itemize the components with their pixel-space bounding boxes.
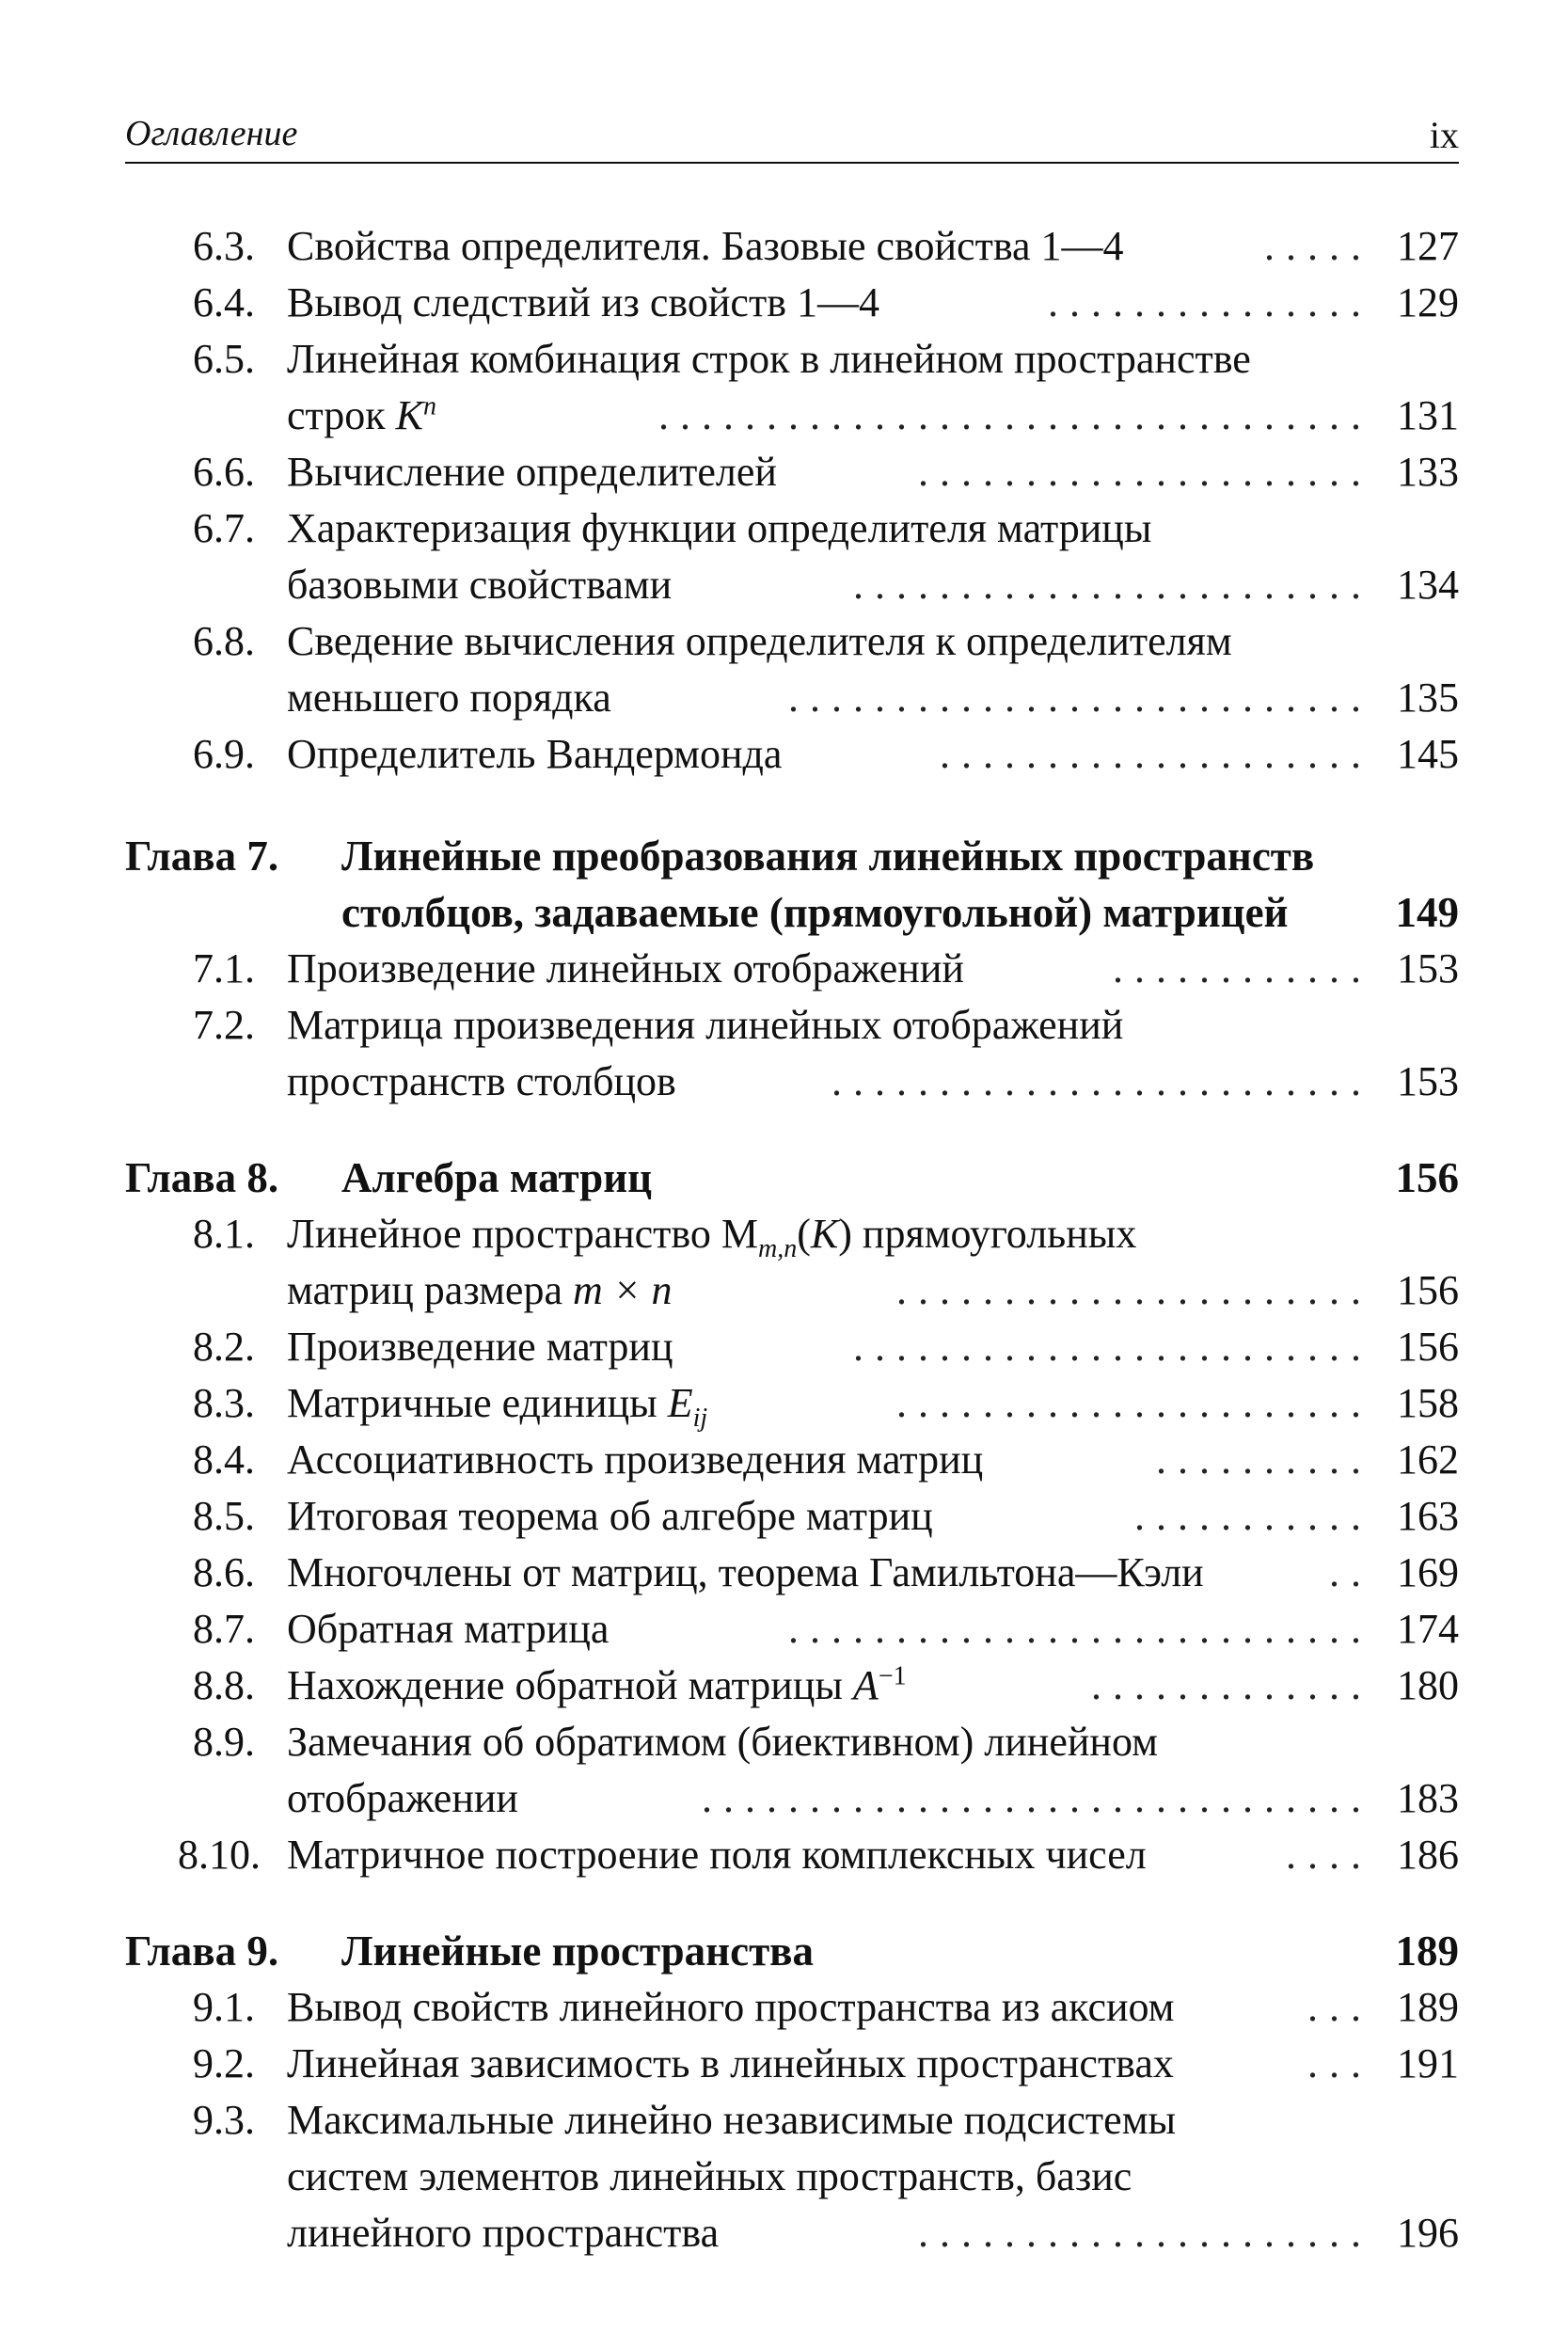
toc-entry-6-7-cont xyxy=(125,557,1459,613)
entry-page: 196 xyxy=(1397,2210,1459,2256)
toc-entry-8-8[interactable] xyxy=(125,1658,1459,1714)
entry-title: Обратная матрица xyxy=(287,1606,610,1652)
entry-page: 162 xyxy=(1397,1436,1459,1483)
entry-number: 8.6. xyxy=(193,1549,255,1595)
entry-title: Линейная комбинация строк в линейном пространстве xyxy=(287,336,1251,382)
page-number: ix xyxy=(1429,114,1459,156)
leader-dots: ... xyxy=(1307,2040,1372,2086)
toc-entry-9-3[interactable] xyxy=(125,2092,1459,2149)
chapter-page: 189 xyxy=(1395,1927,1459,1975)
leader-dots: ...................... xyxy=(896,1380,1372,1426)
entry-number: 8.9. xyxy=(193,1719,255,1765)
leader-dots: ............. xyxy=(1091,1662,1372,1708)
chapter-title: Линейные преобразования линейных пространств xyxy=(341,833,1315,880)
entry-page: 183 xyxy=(1397,1775,1459,1821)
toc-entry-8-7[interactable] xyxy=(125,1601,1459,1658)
toc-chapter-8[interactable] xyxy=(125,1150,1459,1206)
toc-entry-6-5[interactable] xyxy=(125,331,1459,388)
toc-entry-6-8-cont xyxy=(125,670,1459,726)
entry-page: 131 xyxy=(1397,392,1459,438)
leader-dots: ........................ xyxy=(853,562,1372,608)
entry-title: Максимальные линейно независимые подсистемы xyxy=(287,2097,1177,2143)
chapter-title-cont: столбцов, задаваемые (прямоугольной) матрицей xyxy=(341,889,1289,936)
toc-entry-8-10[interactable] xyxy=(125,1827,1459,1883)
entry-number: 8.4. xyxy=(193,1436,255,1483)
entry-number: 6.8. xyxy=(193,618,255,664)
chapter-number: Глава 8. xyxy=(125,1154,279,1201)
toc-entry-8-4[interactable] xyxy=(125,1432,1459,1488)
entry-title-cont: базовыми свойствами xyxy=(287,562,673,608)
entry-title-cont: строк $K^n$ xyxy=(287,391,437,438)
entry-title-cont: меньшего порядка xyxy=(287,674,611,721)
entry-number: 9.1. xyxy=(193,1984,255,2030)
entry-number: 8.3. xyxy=(193,1380,255,1426)
leader-dots: ............... xyxy=(1048,279,1372,325)
entry-page: 129 xyxy=(1397,279,1459,325)
entry-number: 6.4. xyxy=(193,279,255,325)
entry-page: 145 xyxy=(1397,731,1459,777)
entry-title-cont: линейного пространства xyxy=(287,2210,720,2256)
toc-entry-8-1-cont xyxy=(125,1262,1459,1319)
entry-title: Замечания об обратимом (биективном) линейном xyxy=(287,1719,1158,1765)
toc-entry-9-2[interactable] xyxy=(125,2036,1459,2092)
entry-title: Линейная зависимость в линейных пространствах xyxy=(287,2040,1174,2086)
toc-entry-6-6[interactable] xyxy=(125,444,1459,500)
entry-title: Матричные единицы $E_{ij}$ xyxy=(287,1380,708,1433)
toc-entry-6-3[interactable] xyxy=(125,218,1459,275)
toc-entry-8-3[interactable] xyxy=(125,1375,1459,1432)
entry-number: 8.1. xyxy=(193,1211,255,1257)
entry-title: Вывод свойств линейного пространства из аксиом xyxy=(287,1984,1175,2030)
entry-number: 8.5. xyxy=(193,1493,255,1539)
leader-dots: .. xyxy=(1329,1549,1372,1595)
entry-title: Произведение линейных отображений xyxy=(287,945,964,991)
entry-page: 186 xyxy=(1397,1832,1459,1878)
entry-title: Вычисление определителей xyxy=(287,449,777,495)
leader-dots: ................................. xyxy=(658,392,1372,438)
page-header xyxy=(125,113,1459,158)
entry-page: 156 xyxy=(1397,1324,1459,1370)
entry-title: Определитель Вандермонда xyxy=(287,731,783,777)
entry-page: 174 xyxy=(1397,1606,1459,1652)
leader-dots: ............................... xyxy=(702,1775,1372,1821)
entry-title: Ассоциативность произведения матриц xyxy=(287,1436,984,1483)
entry-page: 135 xyxy=(1397,674,1459,721)
entry-title: Характеризация функции определителя матрицы xyxy=(287,505,1152,551)
leader-dots: .... xyxy=(1286,1832,1372,1878)
leader-dots: ........... xyxy=(1134,1493,1372,1539)
entry-page: 134 xyxy=(1397,562,1459,608)
entry-title: Линейное пространство $M_{m,n}(K)$ прямоугольных xyxy=(287,1211,1137,1263)
entry-title: Матричное построение поля комплексных чисел xyxy=(287,1832,1147,1878)
leader-dots: ..................... xyxy=(918,449,1372,495)
leader-dots: ...................... xyxy=(896,1267,1372,1313)
entry-number: 9.2. xyxy=(193,2040,255,2086)
chapter-page: 149 xyxy=(1395,889,1459,936)
toc-entry-6-4[interactable] xyxy=(125,275,1459,331)
entry-number: 7.1. xyxy=(193,945,255,991)
leader-dots: ... xyxy=(1307,1984,1372,2030)
entry-number: 8.10. xyxy=(178,1832,261,1878)
entry-page: 153 xyxy=(1397,945,1459,991)
running-title: Оглавление xyxy=(125,114,298,153)
entry-page: 158 xyxy=(1397,1380,1459,1426)
chapter-page: 156 xyxy=(1395,1154,1459,1201)
entry-title-cont: отображении xyxy=(287,1775,518,1821)
entry-number: 9.3. xyxy=(193,2097,255,2143)
entry-title: Свойства определителя. Базовые свойства 1—4 xyxy=(287,223,1124,269)
entry-title-cont: систем элементов линейных пространств, базис xyxy=(287,2153,1132,2199)
entry-page: 133 xyxy=(1397,449,1459,495)
leader-dots: ............ xyxy=(1113,945,1372,991)
toc-entry-8-5[interactable] xyxy=(125,1488,1459,1545)
entry-page: 127 xyxy=(1397,223,1459,269)
toc-entry-6-9[interactable] xyxy=(125,726,1459,783)
leader-dots: ........................ xyxy=(853,1324,1372,1370)
chapter-title: Алгебра матриц xyxy=(341,1154,653,1201)
entry-number: 8.7. xyxy=(193,1606,255,1652)
entry-title-cont: матриц размера m × n xyxy=(287,1267,673,1313)
toc-entry-8-2[interactable] xyxy=(125,1319,1459,1375)
entry-title: Многочлены от матриц, теорема Гамильтона—Кэли xyxy=(287,1549,1204,1595)
entry-number: 8.8. xyxy=(193,1662,255,1708)
toc-entry-8-1[interactable] xyxy=(125,1206,1459,1262)
toc-chapter-7-cont xyxy=(125,884,1459,941)
toc-entry-6-8[interactable] xyxy=(125,613,1459,670)
entry-page: 169 xyxy=(1397,1549,1459,1595)
toc-entry-7-1[interactable] xyxy=(125,941,1459,997)
entry-page: 189 xyxy=(1397,1984,1459,2030)
entry-page: 153 xyxy=(1397,1058,1459,1104)
toc-entry-6-7[interactable] xyxy=(125,500,1459,557)
entry-title: Сведение вычисления определителя к определителям xyxy=(287,618,1232,664)
toc-entry-8-9[interactable] xyxy=(125,1714,1459,1770)
toc-entry-9-3-cont2 xyxy=(125,2205,1459,2261)
chapter-title: Линейные пространства xyxy=(341,1927,814,1975)
chapter-number: Глава 9. xyxy=(125,1927,279,1975)
leader-dots: ........................... xyxy=(788,1606,1372,1652)
toc-entry-8-9-cont xyxy=(125,1770,1459,1827)
toc-chapter-9[interactable] xyxy=(125,1923,1459,1979)
toc-entry-9-3-cont xyxy=(125,2149,1459,2205)
entry-page: 163 xyxy=(1397,1493,1459,1539)
leader-dots: .................... xyxy=(940,731,1372,777)
leader-dots: ......................... xyxy=(832,1058,1372,1104)
toc-entry-7-2[interactable] xyxy=(125,997,1459,1054)
entry-title: Матрица произведения линейных отображений xyxy=(287,1002,1124,1048)
entry-title: Итоговая теорема об алгебре матриц xyxy=(287,1493,933,1539)
toc-entry-6-5-cont xyxy=(125,388,1459,444)
leader-dots: ..... xyxy=(1264,223,1372,269)
entry-title: Вывод следствий из свойств 1—4 xyxy=(287,279,879,325)
entry-number: 7.2. xyxy=(193,1002,255,1048)
entry-page: 156 xyxy=(1397,1267,1459,1313)
entry-number: 6.3. xyxy=(193,223,255,269)
toc-entry-8-6[interactable] xyxy=(125,1545,1459,1601)
entry-title: Нахождение обратной матрицы $A^{-1}$ xyxy=(287,1661,907,1708)
toc-entry-9-1[interactable] xyxy=(125,1979,1459,2036)
entry-title: Произведение матриц xyxy=(287,1324,673,1370)
entry-title-cont: пространств столбцов xyxy=(287,1058,676,1104)
entry-page: 191 xyxy=(1397,2040,1459,2086)
entry-number: 6.7. xyxy=(193,505,255,551)
header-rule xyxy=(125,162,1459,164)
toc-entry-7-2-cont xyxy=(125,1054,1459,1110)
leader-dots: .......... xyxy=(1156,1436,1372,1483)
chapter-number: Глава 7. xyxy=(125,833,279,880)
toc-chapter-7[interactable] xyxy=(125,828,1459,884)
entry-number: 6.6. xyxy=(193,449,255,495)
leader-dots: ..................... xyxy=(918,2210,1372,2256)
entry-number: 6.5. xyxy=(193,336,255,382)
entry-page: 180 xyxy=(1397,1662,1459,1708)
entry-number: 6.9. xyxy=(193,731,255,777)
entry-number: 8.2. xyxy=(193,1324,255,1370)
leader-dots: ........................... xyxy=(788,674,1372,721)
